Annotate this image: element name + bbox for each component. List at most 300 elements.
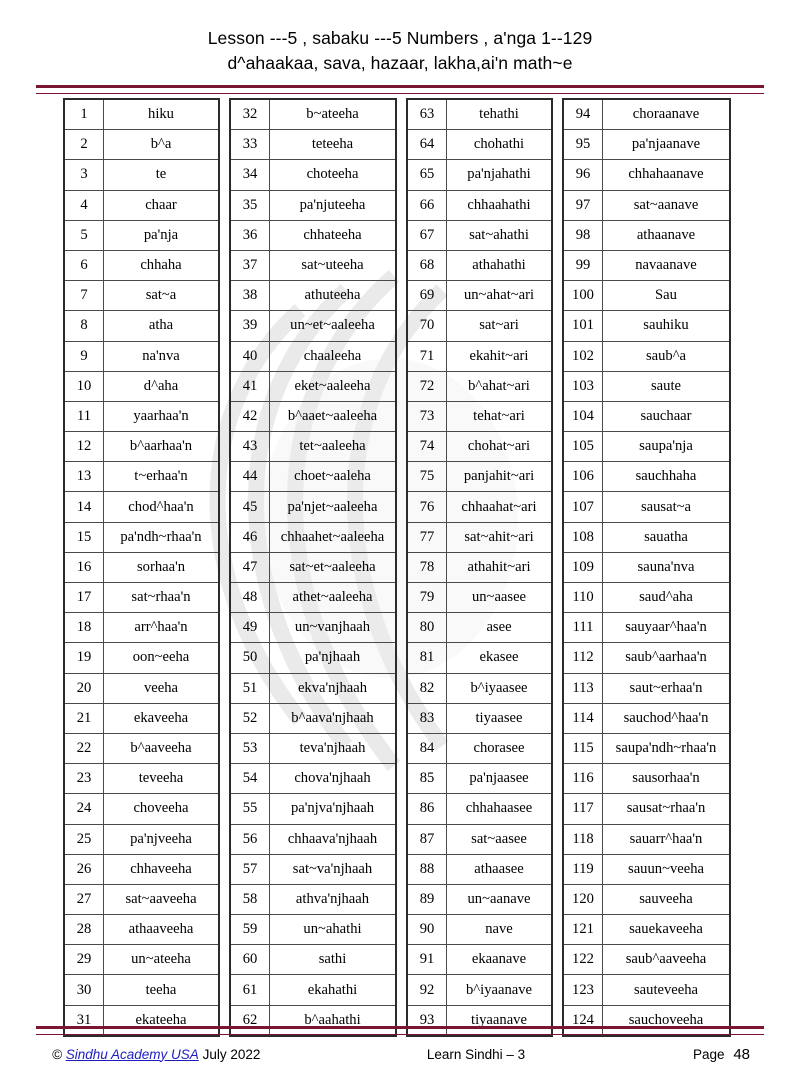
row-word: un~et~aaleeha xyxy=(270,311,397,341)
row-number: 113 xyxy=(563,673,603,703)
row-number: 31 xyxy=(64,1005,104,1036)
table-row xyxy=(563,281,730,311)
table-row xyxy=(563,492,730,522)
table-row xyxy=(230,160,396,190)
row-number: 87 xyxy=(407,824,447,854)
row-word: saud^aha xyxy=(603,583,731,613)
row-number: 6 xyxy=(64,250,104,280)
row-number: 17 xyxy=(64,583,104,613)
table-row xyxy=(64,341,219,371)
table-row xyxy=(64,945,219,975)
table-row xyxy=(230,281,396,311)
row-word: choraanave xyxy=(603,99,731,130)
row-word: sat~va'njhaah xyxy=(270,854,397,884)
row-word: b^a xyxy=(104,130,220,160)
page-footer xyxy=(36,1040,764,1068)
table-row xyxy=(230,250,396,280)
table-row xyxy=(407,824,552,854)
table-row xyxy=(64,733,219,763)
numbers-table-area xyxy=(36,98,764,1037)
table-row xyxy=(563,250,730,280)
row-number: 108 xyxy=(563,522,603,552)
row-number: 16 xyxy=(64,552,104,582)
row-word: pa'njaanave xyxy=(603,130,731,160)
row-number: 73 xyxy=(407,401,447,431)
row-number: 110 xyxy=(563,583,603,613)
row-number: 61 xyxy=(230,975,270,1005)
table-row xyxy=(230,794,396,824)
row-number: 21 xyxy=(64,703,104,733)
row-word: saub^aaveeha xyxy=(603,945,731,975)
table-row xyxy=(563,583,730,613)
table-row xyxy=(64,190,219,220)
row-number: 111 xyxy=(563,613,603,643)
table-row xyxy=(563,190,730,220)
row-word: athaanave xyxy=(603,220,731,250)
row-word: tehathi xyxy=(447,99,553,130)
footer-book-title: Learn Sindhi – 3 xyxy=(426,1046,526,1062)
row-word: sausorhaa'n xyxy=(603,764,731,794)
row-number: 106 xyxy=(563,462,603,492)
table-row xyxy=(64,311,219,341)
header-rule xyxy=(36,85,764,94)
table-row xyxy=(230,824,396,854)
table-row xyxy=(230,975,396,1005)
footer-page xyxy=(600,1046,764,1063)
row-number: 32 xyxy=(230,99,270,130)
footer-copyright xyxy=(36,1047,352,1062)
row-word: choet~aaleha xyxy=(270,462,397,492)
table-row xyxy=(230,884,396,914)
table-row xyxy=(407,190,552,220)
table-row xyxy=(407,492,552,522)
table-body-2 xyxy=(230,99,396,1036)
row-word: sauteveeha xyxy=(603,975,731,1005)
row-number: 90 xyxy=(407,915,447,945)
row-number: 104 xyxy=(563,401,603,431)
table-row xyxy=(230,854,396,884)
table-row xyxy=(230,583,396,613)
footer-rule xyxy=(36,1026,764,1035)
table-row xyxy=(563,703,730,733)
table-row xyxy=(230,220,396,250)
row-number: 12 xyxy=(64,432,104,462)
table-row xyxy=(563,552,730,582)
row-number: 88 xyxy=(407,854,447,884)
row-number: 105 xyxy=(563,432,603,462)
table-row xyxy=(563,432,730,462)
row-word: sorhaa'n xyxy=(104,552,220,582)
row-number: 38 xyxy=(230,281,270,311)
row-number: 85 xyxy=(407,764,447,794)
table-row xyxy=(407,99,552,130)
row-number: 81 xyxy=(407,643,447,673)
table-row xyxy=(64,824,219,854)
row-word: te xyxy=(104,160,220,190)
row-word: sat~aasee xyxy=(447,824,553,854)
row-word: chhaveeha xyxy=(104,854,220,884)
row-word: t~erhaa'n xyxy=(104,462,220,492)
row-number: 28 xyxy=(64,915,104,945)
row-number: 37 xyxy=(230,250,270,280)
table-row xyxy=(230,371,396,401)
row-number: 64 xyxy=(407,130,447,160)
table-row xyxy=(64,250,219,280)
row-word: Sau xyxy=(603,281,731,311)
row-number: 43 xyxy=(230,432,270,462)
row-word: chova'njhaah xyxy=(270,764,397,794)
row-number: 107 xyxy=(563,492,603,522)
row-number: 50 xyxy=(230,643,270,673)
row-word: arr^haa'n xyxy=(104,613,220,643)
row-word: atha xyxy=(104,311,220,341)
row-number: 122 xyxy=(563,945,603,975)
row-number: 42 xyxy=(230,401,270,431)
row-word: chod^haa'n xyxy=(104,492,220,522)
row-number: 93 xyxy=(407,1005,447,1036)
row-number: 57 xyxy=(230,854,270,884)
row-number: 8 xyxy=(64,311,104,341)
row-word: chohat~ari xyxy=(447,432,553,462)
row-number: 41 xyxy=(230,371,270,401)
table-row xyxy=(407,975,552,1005)
row-word: athahathi xyxy=(447,250,553,280)
row-word: athva'njhaah xyxy=(270,884,397,914)
row-number: 36 xyxy=(230,220,270,250)
table-row xyxy=(230,703,396,733)
row-word: sat~aaveeha xyxy=(104,884,220,914)
table-row xyxy=(563,915,730,945)
row-number: 19 xyxy=(64,643,104,673)
row-number: 35 xyxy=(230,190,270,220)
row-word: sauekaveeha xyxy=(603,915,731,945)
row-number: 65 xyxy=(407,160,447,190)
table-row xyxy=(563,975,730,1005)
row-number: 3 xyxy=(64,160,104,190)
row-word: un~vanjhaah xyxy=(270,613,397,643)
row-number: 39 xyxy=(230,311,270,341)
table-row xyxy=(563,643,730,673)
row-word: pa'njhaah xyxy=(270,643,397,673)
row-word: saute xyxy=(603,371,731,401)
row-number: 30 xyxy=(64,975,104,1005)
row-word: sat~ari xyxy=(447,311,553,341)
row-number: 123 xyxy=(563,975,603,1005)
table-row xyxy=(407,915,552,945)
row-word: chhateeha xyxy=(270,220,397,250)
table-row xyxy=(563,794,730,824)
table-row xyxy=(64,99,219,130)
table-row xyxy=(563,854,730,884)
table-row xyxy=(407,733,552,763)
row-word: saut~erhaa'n xyxy=(603,673,731,703)
row-number: 72 xyxy=(407,371,447,401)
table-row xyxy=(230,945,396,975)
page-label: Page xyxy=(693,1046,725,1062)
table-row xyxy=(563,613,730,643)
table-row xyxy=(230,915,396,945)
row-word: sathi xyxy=(270,945,397,975)
row-word: pa'njaasee xyxy=(447,764,553,794)
row-number: 121 xyxy=(563,915,603,945)
row-number: 109 xyxy=(563,552,603,582)
table-row xyxy=(64,220,219,250)
table-row xyxy=(64,160,219,190)
row-number: 49 xyxy=(230,613,270,643)
table-row xyxy=(563,522,730,552)
academy-link[interactable]: Sindhu Academy USA xyxy=(65,1046,199,1062)
table-row xyxy=(563,673,730,703)
table-row xyxy=(407,341,552,371)
row-word: teeha xyxy=(104,975,220,1005)
row-word: sat~et~aaleeha xyxy=(270,552,397,582)
row-number: 1 xyxy=(64,99,104,130)
row-number: 96 xyxy=(563,160,603,190)
table-row xyxy=(230,311,396,341)
row-word: sauun~veeha xyxy=(603,854,731,884)
row-number: 77 xyxy=(407,522,447,552)
table-row xyxy=(407,311,552,341)
row-word: teva'njhaah xyxy=(270,733,397,763)
table-row xyxy=(64,975,219,1005)
table-row xyxy=(407,794,552,824)
table-row xyxy=(64,522,219,552)
row-word: athahit~ari xyxy=(447,552,553,582)
copyright-symbol: © xyxy=(52,1046,62,1062)
row-number: 26 xyxy=(64,854,104,884)
row-number: 98 xyxy=(563,220,603,250)
row-word: pa'njahathi xyxy=(447,160,553,190)
row-word: choteeha xyxy=(270,160,397,190)
table-row xyxy=(230,130,396,160)
table-row xyxy=(407,432,552,462)
row-number: 34 xyxy=(230,160,270,190)
row-number: 33 xyxy=(230,130,270,160)
table-row xyxy=(64,552,219,582)
table-row xyxy=(64,764,219,794)
row-word: tiyaasee xyxy=(447,703,553,733)
row-word: pa'nja xyxy=(104,220,220,250)
table-row xyxy=(230,190,396,220)
table-row xyxy=(230,99,396,130)
table-row xyxy=(563,341,730,371)
table-row xyxy=(407,522,552,552)
table-row xyxy=(407,884,552,914)
numbers-table-group-1 xyxy=(63,98,220,1037)
row-number: 15 xyxy=(64,522,104,552)
row-word: un~aanave xyxy=(447,884,553,914)
row-number: 29 xyxy=(64,945,104,975)
row-number: 18 xyxy=(64,613,104,643)
row-word: ekahit~ari xyxy=(447,341,553,371)
row-number: 10 xyxy=(64,371,104,401)
table-row xyxy=(230,613,396,643)
row-word: panjahit~ari xyxy=(447,462,553,492)
row-number: 20 xyxy=(64,673,104,703)
row-word: pa'ndh~rhaa'n xyxy=(104,522,220,552)
table-row xyxy=(563,884,730,914)
table-row xyxy=(230,492,396,522)
table-row xyxy=(407,673,552,703)
row-word: athaaveeha xyxy=(104,915,220,945)
table-row xyxy=(563,764,730,794)
row-word: chhaha xyxy=(104,250,220,280)
row-word: sat~ahathi xyxy=(447,220,553,250)
row-word: sauhiku xyxy=(603,311,731,341)
row-number: 102 xyxy=(563,341,603,371)
row-word: asee xyxy=(447,613,553,643)
row-number: 69 xyxy=(407,281,447,311)
row-word: choveeha xyxy=(104,794,220,824)
row-word: sauchoveeha xyxy=(603,1005,731,1036)
table-row xyxy=(64,794,219,824)
table-row xyxy=(563,311,730,341)
row-word: ekva'njhaah xyxy=(270,673,397,703)
table-row xyxy=(563,462,730,492)
table-body-3 xyxy=(407,99,552,1036)
row-word: ekasee xyxy=(447,643,553,673)
row-number: 92 xyxy=(407,975,447,1005)
row-word: sauchod^haa'n xyxy=(603,703,731,733)
row-number: 53 xyxy=(230,733,270,763)
table-row xyxy=(64,462,219,492)
row-number: 2 xyxy=(64,130,104,160)
row-word: chhaahet~aaleeha xyxy=(270,522,397,552)
table-row xyxy=(407,703,552,733)
row-word: ekaveeha xyxy=(104,703,220,733)
row-number: 101 xyxy=(563,311,603,341)
page-title xyxy=(36,0,764,76)
numbers-table-group-4 xyxy=(562,98,731,1037)
row-number: 124 xyxy=(563,1005,603,1036)
row-number: 100 xyxy=(563,281,603,311)
table-row xyxy=(563,824,730,854)
table-row xyxy=(407,401,552,431)
row-number: 40 xyxy=(230,341,270,371)
row-number: 67 xyxy=(407,220,447,250)
row-word: sauyaar^haa'n xyxy=(603,613,731,643)
row-number: 70 xyxy=(407,311,447,341)
row-number: 78 xyxy=(407,552,447,582)
row-number: 60 xyxy=(230,945,270,975)
row-word: chhaahat~ari xyxy=(447,492,553,522)
row-number: 11 xyxy=(64,401,104,431)
table-row xyxy=(230,552,396,582)
row-number: 46 xyxy=(230,522,270,552)
table-row xyxy=(230,673,396,703)
table-row xyxy=(230,341,396,371)
table-row xyxy=(563,371,730,401)
row-number: 84 xyxy=(407,733,447,763)
row-number: 55 xyxy=(230,794,270,824)
table-row xyxy=(64,673,219,703)
table-row xyxy=(407,130,552,160)
numbers-table-group-2 xyxy=(229,98,397,1037)
page-number: 48 xyxy=(733,1045,750,1063)
row-number: 75 xyxy=(407,462,447,492)
row-number: 48 xyxy=(230,583,270,613)
row-number: 79 xyxy=(407,583,447,613)
table-row xyxy=(563,220,730,250)
row-word: b^aaet~aaleeha xyxy=(270,401,397,431)
row-word: b~ateeha xyxy=(270,99,397,130)
table-row xyxy=(64,281,219,311)
table-row xyxy=(407,613,552,643)
row-number: 76 xyxy=(407,492,447,522)
table-row xyxy=(407,250,552,280)
row-number: 83 xyxy=(407,703,447,733)
row-number: 94 xyxy=(563,99,603,130)
title-line-2: d^ahaakaa, sava, hazaar, lakha,ai'n math~e xyxy=(227,53,573,73)
row-number: 120 xyxy=(563,884,603,914)
row-word: teveeha xyxy=(104,764,220,794)
row-number: 112 xyxy=(563,643,603,673)
table-row xyxy=(407,220,552,250)
row-number: 115 xyxy=(563,733,603,763)
table-row xyxy=(230,764,396,794)
row-word: oon~eeha xyxy=(104,643,220,673)
row-word: hiku xyxy=(104,99,220,130)
row-word: ekateeha xyxy=(104,1005,220,1036)
table-row xyxy=(230,733,396,763)
row-word: b^ahat~ari xyxy=(447,371,553,401)
row-number: 14 xyxy=(64,492,104,522)
row-word: tehat~ari xyxy=(447,401,553,431)
row-word: sausat~rhaa'n xyxy=(603,794,731,824)
row-word: un~ahat~ari xyxy=(447,281,553,311)
row-word: chhahaanave xyxy=(603,160,731,190)
row-word: teteeha xyxy=(270,130,397,160)
row-number: 13 xyxy=(64,462,104,492)
table-row xyxy=(64,583,219,613)
table-row xyxy=(407,160,552,190)
table-row xyxy=(563,160,730,190)
table-row xyxy=(230,401,396,431)
row-number: 99 xyxy=(563,250,603,280)
row-number: 63 xyxy=(407,99,447,130)
row-word: saub^aarhaa'n xyxy=(603,643,731,673)
row-word: sauchaar xyxy=(603,401,731,431)
row-number: 59 xyxy=(230,915,270,945)
row-word: sat~a xyxy=(104,281,220,311)
row-number: 27 xyxy=(64,884,104,914)
row-number: 9 xyxy=(64,341,104,371)
numbers-table-group-3 xyxy=(406,98,553,1037)
row-word: sauatha xyxy=(603,522,731,552)
row-word: veeha xyxy=(104,673,220,703)
row-word: athaasee xyxy=(447,854,553,884)
row-number: 7 xyxy=(64,281,104,311)
row-word: b^aava'njhaah xyxy=(270,703,397,733)
row-number: 80 xyxy=(407,613,447,643)
table-row xyxy=(230,643,396,673)
row-word: sat~aanave xyxy=(603,190,731,220)
row-word: chorasee xyxy=(447,733,553,763)
row-word: sat~rhaa'n xyxy=(104,583,220,613)
row-word: chhahaasee xyxy=(447,794,553,824)
row-word: un~aasee xyxy=(447,583,553,613)
table-body-4 xyxy=(563,99,730,1036)
row-number: 5 xyxy=(64,220,104,250)
row-word: saupa'nja xyxy=(603,432,731,462)
row-number: 23 xyxy=(64,764,104,794)
row-word: d^aha xyxy=(104,371,220,401)
row-word: tiyaanave xyxy=(447,1005,553,1036)
row-number: 52 xyxy=(230,703,270,733)
row-word: sausat~a xyxy=(603,492,731,522)
table-row xyxy=(407,945,552,975)
table-row xyxy=(563,733,730,763)
